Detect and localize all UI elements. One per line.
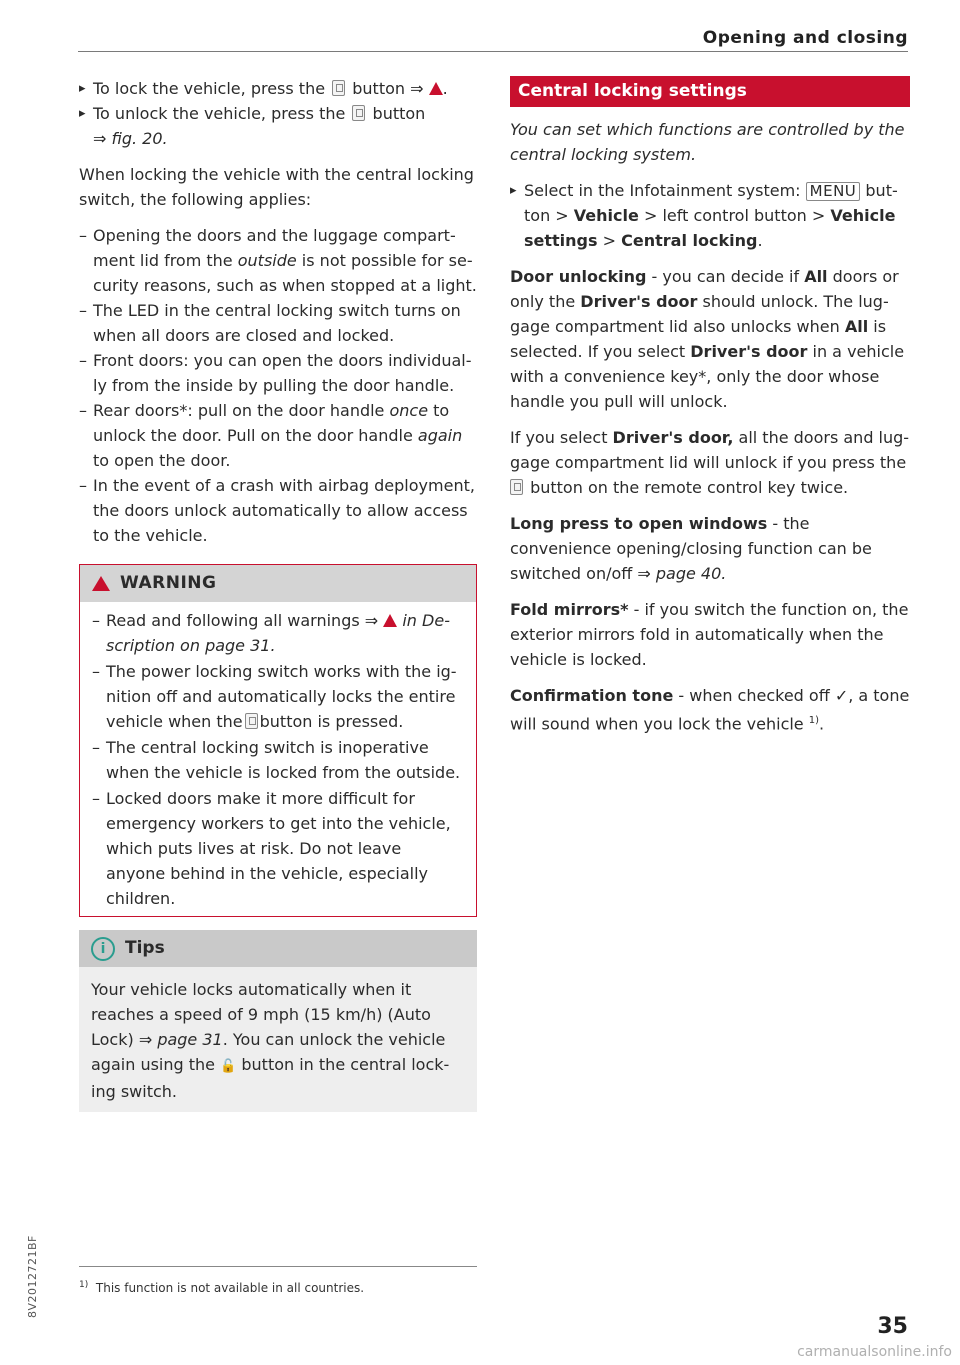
- list-item: – The power locking switch works with the ignition off and automatically locks the entire vehicle when the button is pressed.: [92, 659, 462, 734]
- warning-title: WARNING: [120, 573, 217, 593]
- tips-box: [79, 930, 477, 1112]
- tips-body: Your vehicle locks automatically when it reaches a speed of 9 mph (15 km/h) (Auto Lock) ⇒ page 31. You can unlock the vehicle again using the 🔓 button in the central locking switch.: [91, 980, 450, 1101]
- unlock-key-icon: [352, 105, 365, 121]
- warning-triangle-icon: [383, 614, 397, 627]
- bullet-lock: ▸ To lock the vehicle, press the button ⇒ .: [79, 76, 477, 101]
- fold-mirrors-paragraph: Fold mirrors* - if you switch the function on, the exterior mirrors fold in automatically when the vehicle is locked.: [510, 600, 909, 669]
- page-number: 35: [877, 1314, 908, 1339]
- watermark: carmanualsonline.info: [797, 1344, 952, 1360]
- lock-key-icon: [332, 80, 345, 96]
- list-item: – Rear doors*: pull on the door handle once to unlock the door. Pull on the door handle again to open the door.: [79, 398, 477, 473]
- document-code: 8V2012721BF: [26, 1235, 39, 1318]
- list-item: – The central locking switch is inoperative when the vehicle is locked from the outside.: [92, 735, 462, 785]
- warning-triangle-icon: [429, 82, 443, 95]
- header-divider: [78, 51, 908, 52]
- left-column: [79, 76, 477, 1112]
- figure-reference-link[interactable]: ⇒ fig. 20.: [93, 129, 168, 148]
- warning-header: [80, 565, 476, 602]
- drivers-door-paragraph: If you select Driver's door, all the doors and luggage compartment lid will unlock if you press the button on the remote control key twice.: [510, 428, 910, 497]
- bullet-text: To lock the vehicle, press the: [93, 79, 326, 98]
- list-item: – Read and following all warnings ⇒ in Description on page 31.: [92, 608, 462, 658]
- page-reference-link[interactable]: page 31: [157, 1030, 223, 1049]
- footnote: $^{1)}$ This function is not available in all countries.: [79, 1280, 365, 1295]
- menu-path-instruction: ▸ Select in the Infotainment system: MENU button > Vehicle > left control button > Vehicle settings > Central locking.: [510, 178, 910, 253]
- page-reference-link[interactable]: ⇒ page 40.: [637, 564, 727, 583]
- warning-triangle-icon: [92, 576, 110, 591]
- page-header-title: Opening and closing: [702, 28, 908, 48]
- tips-title: Tips: [125, 938, 165, 958]
- list-item: – In the event of a crash with airbag deployment, the doors unlock automatically to allow access to the vehicle.: [79, 473, 477, 548]
- page-reference-link[interactable]: in Description on page 31.: [106, 611, 450, 655]
- warning-body: [80, 602, 476, 916]
- lock-key-icon: [245, 713, 258, 729]
- list-item: – The LED in the central locking switch turns on when all doors are closed and locked.: [79, 298, 477, 348]
- bullet-text: To unlock the vehicle, press the: [93, 104, 346, 123]
- list-item: – Locked doors make it more difficult for emergency workers to get into the vehicle, which puts lives at risk. Do not leave anyone behind in the vehicle, especially children.: [92, 786, 462, 911]
- long-press-paragraph: Long press to open windows - the convenience opening/closing function can be switched on/off ⇒ page 40.: [510, 514, 872, 583]
- info-icon: i: [91, 937, 115, 961]
- list-item: – Front doors: you can open the doors individually from the inside by pulling the door handle.: [79, 348, 477, 398]
- bullet-text: button: [372, 104, 426, 123]
- lead-paragraph: You can set which functions are controlled by the central locking system.: [510, 120, 905, 164]
- menu-key-icon: MENU: [806, 182, 861, 201]
- warning-box: [79, 564, 477, 917]
- bullet-unlock: [79, 101, 477, 151]
- section-title: Central locking settings: [510, 76, 910, 107]
- door-unlocking-paragraph: Door unlocking - you can decide if All doors or only the Driver's door should unlock. The luggage compartment lid also unlocks when All is selected. If you select Driver's door in a vehicle with a convenience key*, only the door whose handle you pull will unlock.: [510, 267, 905, 411]
- unlock-icon: 🔓: [220, 1059, 237, 1074]
- intro-paragraph: When locking the vehicle with the central locking switch, the following applies:: [79, 165, 474, 209]
- footnote-divider: [79, 1266, 477, 1267]
- confirmation-tone-paragraph: Confirmation tone - when checked off ✓, a tone will sound when you lock the vehicle $^{1)}$.: [510, 686, 910, 734]
- unlock-key-icon: [510, 479, 523, 495]
- right-column: [510, 76, 910, 747]
- bullet-text: button ⇒: [352, 79, 424, 98]
- tips-header: [79, 930, 477, 967]
- list-item: – Opening the doors and the luggage compartment lid from the outside is not possible for security reasons, such as when stopped at a light.: [79, 223, 477, 298]
